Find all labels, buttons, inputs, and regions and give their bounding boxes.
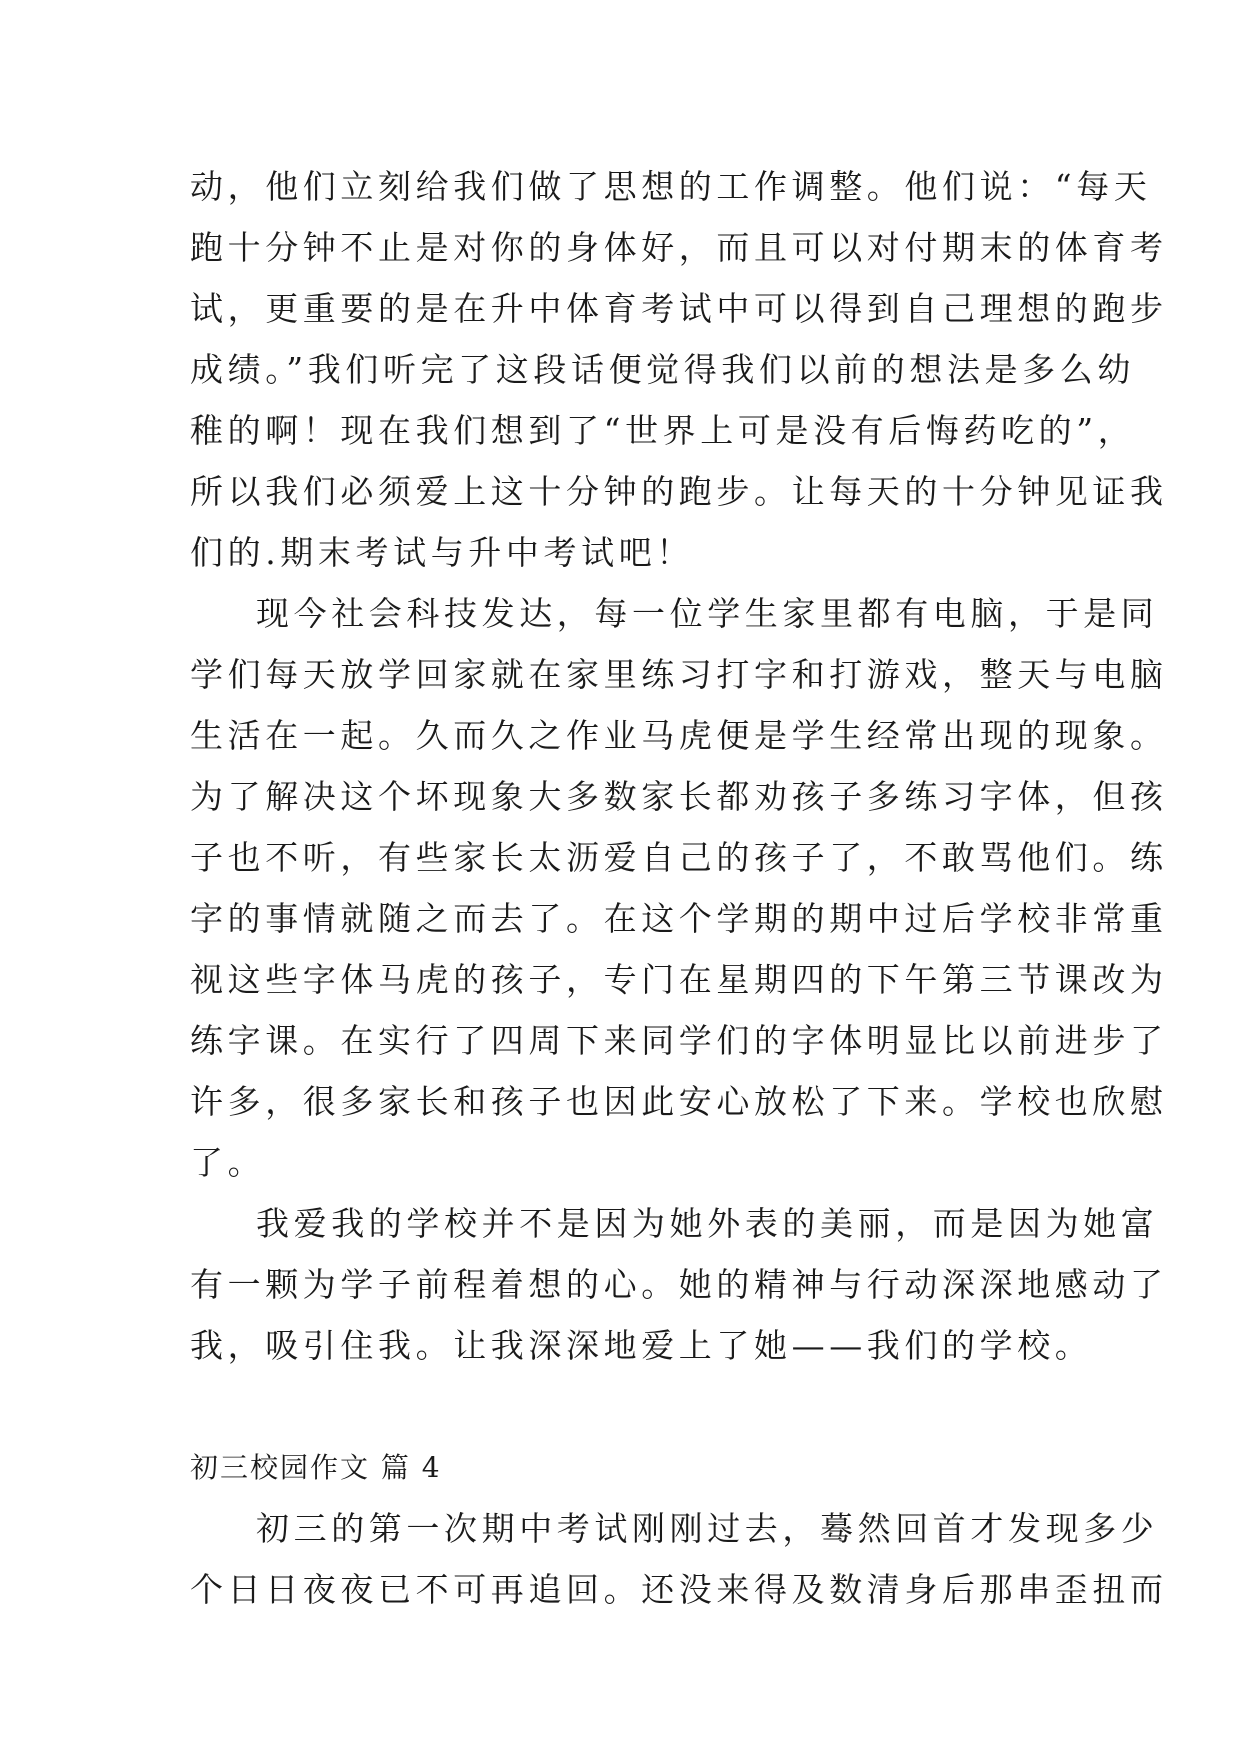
text-line: 稚的啊！现在我们想到了“世界上可是没有后悔药吃的”， bbox=[190, 411, 1136, 450]
text-line: 跑十分钟不止是对你的身体好，而且可以对付期末的体育考 bbox=[190, 228, 1168, 267]
text-line: 了。 bbox=[190, 1143, 266, 1182]
essay-body bbox=[190, 156, 1168, 1620]
text-line: 学们每天放学回家就在家里练习打字和打游戏，整天与电脑 bbox=[190, 655, 1168, 694]
text-line: 有一颗为学子前程着想的心。她的精神与行动深深地感动了 bbox=[190, 1265, 1168, 1304]
paragraph-2 bbox=[190, 583, 1168, 1193]
text-line: 我爱我的学校并不是因为她外表的美丽，而是因为她富 bbox=[256, 1204, 1159, 1243]
text-line: 子也不听，有些家长太沥爱自己的孩子了，不敢骂他们。练 bbox=[190, 838, 1168, 877]
text-line: 个日日夜夜已不可再追回。还没来得及数清身后那串歪扭而 bbox=[190, 1570, 1168, 1609]
text-line: 许多，很多家长和孩子也因此安心放松了下来。学校也欣慰 bbox=[190, 1082, 1168, 1121]
text-line: 字的事情就随之而去了。在这个学期的期中过后学校非常重 bbox=[190, 899, 1168, 938]
paragraph-4 bbox=[190, 1498, 1168, 1620]
section-heading: 初三校园作文 篇 4 bbox=[190, 1451, 442, 1484]
text-line: 练字课。在实行了四周下来同学们的字体明显比以前进步了 bbox=[190, 1021, 1168, 1060]
text-line: 所以我们必须爱上这十分钟的跑步。让每天的十分钟见证我 bbox=[190, 472, 1168, 511]
text-line: 生活在一起。久而久之作业马虎便是学生经常出现的现象。 bbox=[190, 716, 1168, 755]
text-line: 试，更重要的是在升中体育考试中可以得到自己理想的跑步 bbox=[190, 289, 1168, 328]
text-line: 我，吸引住我。让我深深地爱上了她——我们的学校。 bbox=[190, 1326, 1093, 1365]
section-spacer bbox=[190, 1376, 1070, 1437]
text-line: 动，他们立刻给我们做了思想的工作调整。他们说：“每天 bbox=[190, 167, 1152, 206]
text-line: 视这些字体马虎的孩子，专门在星期四的下午第三节课改为 bbox=[190, 960, 1168, 999]
text-line: 为了解决这个坏现象大多数家长都劝孩子多练习字体，但孩 bbox=[190, 777, 1168, 816]
text-line: 成绩。”我们听完了这段话便觉得我们以前的想法是多么幼 bbox=[190, 350, 1135, 389]
text-line: 现今社会科技发达，每一位学生家里都有电脑，于是同 bbox=[256, 594, 1159, 633]
text-line: 初三的第一次期中考试刚刚过去，蓦然回首才发现多少 bbox=[256, 1509, 1159, 1548]
paragraph-1 bbox=[190, 156, 1168, 583]
paragraph-3 bbox=[190, 1193, 1168, 1376]
text-line: 们的.期末考试与升中考试吧！ bbox=[190, 533, 694, 572]
